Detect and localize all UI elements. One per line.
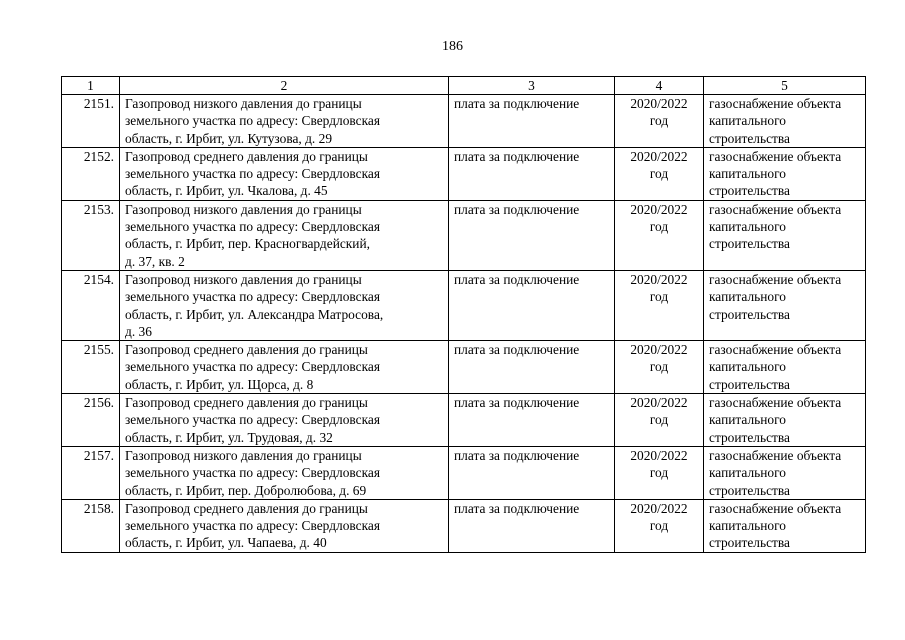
- purpose-cell-line: газоснабжение объекта: [709, 96, 842, 111]
- period-cell-line: год: [649, 359, 669, 375]
- period-cell-line: 2020/2022: [630, 96, 688, 111]
- funding-source-cell: плата за подключение: [449, 95, 615, 148]
- period-cell-line: 2020/2022: [630, 447, 688, 463]
- period-cell: [615, 446, 704, 499]
- period-cell: [615, 270, 704, 340]
- purpose-cell-line: строительства: [709, 429, 790, 445]
- purpose-cell-line: газоснабжение объекта: [709, 395, 842, 411]
- row-number-cell: 2152.: [62, 147, 120, 200]
- funding-source-cell: плата за подключение: [449, 270, 615, 340]
- period-cell-line: 2020/2022: [630, 148, 688, 164]
- purpose-cell-line: строительства: [709, 376, 790, 392]
- purpose-cell: [704, 147, 866, 200]
- funding-source-cell: плата за подключение: [449, 341, 615, 394]
- purpose-cell-line: капитального: [709, 412, 786, 428]
- object-name-cell-line: д. 36: [125, 323, 152, 339]
- object-name-cell: [120, 95, 449, 148]
- object-name-cell-line: земельного участка по адресу: Свердловская: [125, 219, 380, 235]
- period-cell: [615, 95, 704, 148]
- table-row: [62, 200, 866, 270]
- object-name-cell-line: область, г. Ирбит, пер. Добролюбова, д. 69: [125, 482, 367, 498]
- purpose-cell-line: строительства: [709, 482, 790, 498]
- object-name-cell-line: область, г. Ирбит, ул. Щорса, д. 8: [125, 376, 314, 392]
- column-header: 4: [615, 77, 704, 95]
- object-name-cell-line: область, г. Ирбит, ул. Трудовая, д. 32: [125, 429, 333, 445]
- row-number-cell: 2151.: [62, 95, 120, 148]
- purpose-cell: [704, 446, 866, 499]
- funding-source-cell: плата за подключение: [449, 499, 615, 552]
- object-name-cell-line: область, г. Ирбит, пер. Красногвардейский,: [125, 236, 370, 252]
- purpose-cell-line: газоснабжение объекта: [709, 342, 842, 358]
- object-name-cell: [120, 270, 449, 340]
- investment-table: [61, 76, 866, 553]
- purpose-cell-line: капитального: [709, 166, 786, 182]
- period-cell-line: год: [649, 465, 669, 481]
- purpose-cell-line: строительства: [709, 130, 790, 146]
- purpose-cell-line: строительства: [709, 183, 790, 199]
- table-row: [62, 499, 866, 552]
- object-name-cell-line: область, г. Ирбит, ул. Кутузова, д. 29: [125, 130, 333, 146]
- object-name-cell: [120, 394, 449, 447]
- period-cell-line: 2020/2022: [630, 500, 688, 516]
- object-name-cell-line: Газопровод низкого давления до границы: [125, 201, 362, 217]
- period-cell-line: год: [649, 289, 669, 305]
- purpose-cell-line: газоснабжение объекта: [709, 271, 842, 287]
- object-name-cell-line: Газопровод среднего давления до границы: [125, 342, 368, 358]
- purpose-cell-line: строительства: [709, 535, 790, 551]
- object-name-cell-line: область, г. Ирбит, ул. Чапаева, д. 40: [125, 535, 327, 551]
- object-name-cell-line: область, г. Ирбит, ул. Чкалова, д. 45: [125, 183, 328, 199]
- funding-source-cell: плата за подключение: [449, 147, 615, 200]
- purpose-cell-line: газоснабжение объекта: [709, 500, 842, 516]
- purpose-cell-line: газоснабжение объекта: [709, 447, 842, 463]
- purpose-cell-line: капитального: [709, 359, 786, 375]
- object-name-cell-line: область, г. Ирбит, ул. Александра Матросова,: [125, 306, 384, 322]
- object-name-cell: [120, 446, 449, 499]
- purpose-cell: [704, 499, 866, 552]
- object-name-cell: [120, 341, 449, 394]
- object-name-cell-line: земельного участка по адресу: Свердловская: [125, 412, 380, 428]
- purpose-cell-line: строительства: [709, 236, 790, 252]
- funding-source-cell: плата за подключение: [449, 200, 615, 270]
- purpose-cell-line: капитального: [709, 518, 786, 534]
- column-header: 2: [120, 77, 449, 95]
- row-number-cell: 2158.: [62, 499, 120, 552]
- table-row: [62, 270, 866, 340]
- purpose-cell: [704, 200, 866, 270]
- period-cell: [615, 200, 704, 270]
- object-name-cell-line: земельного участка по адресу: Свердловская: [125, 359, 380, 375]
- object-name-cell-line: Газопровод низкого давления до границы: [125, 271, 362, 287]
- period-cell: [615, 147, 704, 200]
- object-name-cell-line: Газопровод низкого давления до границы: [125, 447, 362, 463]
- row-number-cell: 2156.: [62, 394, 120, 447]
- row-number-cell: 2154.: [62, 270, 120, 340]
- purpose-cell: [704, 95, 866, 148]
- period-cell-line: 2020/2022: [630, 201, 688, 217]
- column-header: 5: [704, 77, 866, 95]
- object-name-cell-line: Газопровод среднего давления до границы: [125, 148, 368, 164]
- table-body: [62, 95, 866, 553]
- period-cell-line: 2020/2022: [630, 342, 688, 358]
- period-cell-line: год: [649, 412, 669, 428]
- table-row: [62, 394, 866, 447]
- object-name-cell-line: земельного участка по адресу: Свердловская: [125, 518, 380, 534]
- purpose-cell-line: капитального: [709, 219, 786, 235]
- funding-source-cell: плата за подключение: [449, 446, 615, 499]
- purpose-cell: [704, 270, 866, 340]
- row-number-cell: 2157.: [62, 446, 120, 499]
- table-row: [62, 95, 866, 148]
- row-number-cell: 2155.: [62, 341, 120, 394]
- period-cell-line: год: [649, 166, 669, 182]
- object-name-cell-line: земельного участка по адресу: Свердловская: [125, 289, 380, 305]
- period-cell-line: 2020/2022: [630, 271, 688, 287]
- purpose-cell-line: газоснабжение объекта: [709, 148, 842, 164]
- period-cell-line: год: [649, 219, 669, 235]
- object-name-cell-line: Газопровод среднего давления до границы: [125, 395, 368, 411]
- object-name-cell-line: Газопровод среднего давления до границы: [125, 500, 368, 516]
- purpose-cell-line: капитального: [709, 113, 786, 129]
- table-row: [62, 147, 866, 200]
- object-name-cell: [120, 147, 449, 200]
- object-name-cell-line: земельного участка по адресу: Свердловская: [125, 113, 380, 129]
- period-cell-line: 2020/2022: [630, 395, 688, 411]
- purpose-cell-line: капитального: [709, 465, 786, 481]
- table-row: [62, 446, 866, 499]
- period-cell-line: год: [649, 113, 669, 129]
- period-cell: [615, 394, 704, 447]
- purpose-cell-line: строительства: [709, 306, 790, 322]
- period-cell: [615, 341, 704, 394]
- object-name-cell: [120, 200, 449, 270]
- object-name-cell-line: земельного участка по адресу: Свердловская: [125, 166, 380, 182]
- column-header: 1: [62, 77, 120, 95]
- purpose-cell: [704, 341, 866, 394]
- funding-source-cell: плата за подключение: [449, 394, 615, 447]
- period-cell: [615, 499, 704, 552]
- purpose-cell-line: капитального: [709, 289, 786, 305]
- table-header-row: [62, 77, 866, 95]
- object-name-cell-line: Газопровод низкого давления до границы: [125, 96, 362, 111]
- object-name-cell-line: д. 37, кв. 2: [125, 253, 185, 269]
- table-row: [62, 341, 866, 394]
- column-header: 3: [449, 77, 615, 95]
- period-cell-line: год: [649, 518, 669, 534]
- purpose-cell: [704, 394, 866, 447]
- object-name-cell-line: земельного участка по адресу: Свердловская: [125, 465, 380, 481]
- page-number: 186: [442, 39, 463, 54]
- object-name-cell: [120, 499, 449, 552]
- row-number-cell: 2153.: [62, 200, 120, 270]
- purpose-cell-line: газоснабжение объекта: [709, 201, 842, 217]
